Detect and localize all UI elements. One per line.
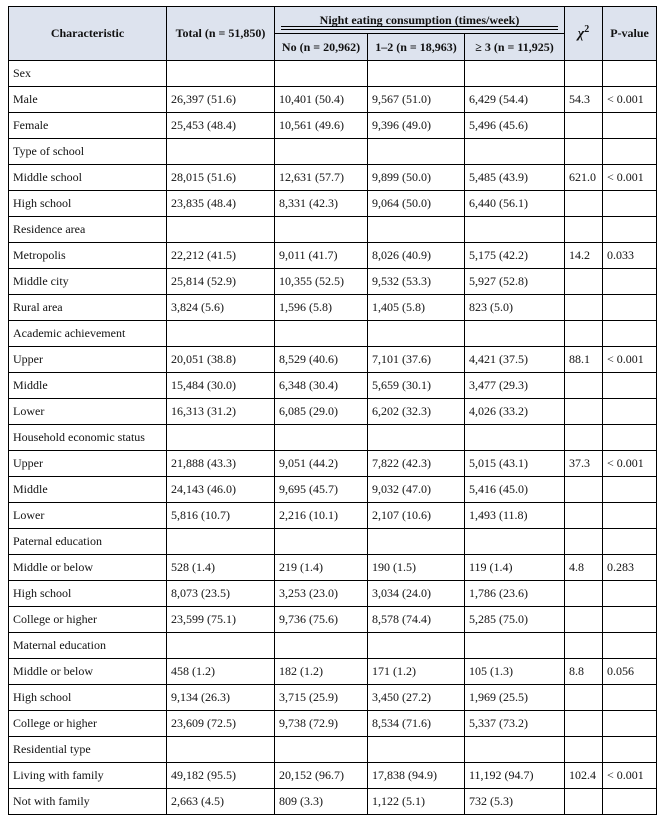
total-cell: 20,051 (38.8) [167,347,275,373]
chi-square-cell [565,711,603,737]
characteristic-cell: Household economic status [9,425,167,451]
no-cell: 6,085 (29.0) [275,399,368,425]
table-row [9,165,657,191]
chi-square-cell [565,633,603,659]
table-row [9,451,657,477]
chi-square-cell: 88.1 [565,347,603,373]
no-cell [275,737,368,763]
three-plus-cell [465,633,565,659]
three-plus-cell [465,139,565,165]
pvalue-cell [603,477,657,503]
characteristic-cell: Female [9,113,167,139]
table-row [9,425,657,451]
pvalue-cell: < 0.001 [603,451,657,477]
pvalue-cell [603,139,657,165]
table-row [9,295,657,321]
characteristic-cell: Residential type [9,737,167,763]
three-plus-cell: 5,416 (45.0) [465,477,565,503]
chi-square-cell [565,61,603,87]
total-cell: 21,888 (43.3) [167,451,275,477]
pvalue-cell [603,529,657,555]
pvalue-cell [603,503,657,529]
table-row [9,789,657,815]
characteristic-cell: Paternal education [9,529,167,555]
pvalue-header: P-value [603,7,657,61]
one-two-cell: 9,899 (50.0) [368,165,465,191]
no-cell [275,61,368,87]
total-cell: 8,073 (23.5) [167,581,275,607]
pvalue-cell: < 0.001 [603,87,657,113]
no-cell: 9,695 (45.7) [275,477,368,503]
total-cell [167,321,275,347]
one-two-cell: 171 (1.2) [368,659,465,685]
three-plus-cell [465,529,565,555]
table-row [9,685,657,711]
one-two-cell [368,217,465,243]
characteristic-cell: Living with family [9,763,167,789]
chi-symbol: χ [577,26,585,42]
no-cell: 3,715 (25.9) [275,685,368,711]
three-plus-cell: 5,337 (73.2) [465,711,565,737]
total-cell: 5,816 (10.7) [167,503,275,529]
characteristic-cell: Type of school [9,139,167,165]
three-plus-cell [465,217,565,243]
no-cell: 9,736 (75.6) [275,607,368,633]
header-double-rule [281,26,558,30]
one-two-cell: 3,450 (27.2) [368,685,465,711]
chi-square-cell [565,581,603,607]
total-cell [167,529,275,555]
table-row [9,763,657,789]
pvalue-cell [603,191,657,217]
no-cell: 12,631 (57.7) [275,165,368,191]
three-plus-cell: 1,493 (11.8) [465,503,565,529]
chi-square-cell [565,737,603,763]
pvalue-cell [603,295,657,321]
three-plus-cell: 4,421 (37.5) [465,347,565,373]
no-cell: 1,596 (5.8) [275,295,368,321]
no-cell: 3,253 (23.0) [275,581,368,607]
pvalue-cell: < 0.001 [603,347,657,373]
chi-square-cell: 54.3 [565,87,603,113]
chi-square-cell: 4.8 [565,555,603,581]
no-cell: 9,738 (72.9) [275,711,368,737]
three-plus-cell: 1,786 (23.6) [465,581,565,607]
one-two-cell: 8,578 (74.4) [368,607,465,633]
chi-square-cell: 621.0 [565,165,603,191]
pvalue-cell [603,269,657,295]
pvalue-cell [603,789,657,815]
one-two-cell: 1,122 (5.1) [368,789,465,815]
chi-square-cell [565,373,603,399]
three-plus-cell: 11,192 (94.7) [465,763,565,789]
no-cell: 10,401 (50.4) [275,87,368,113]
no-cell: 20,152 (96.7) [275,763,368,789]
no-header: No (n = 20,962) [275,34,368,61]
total-cell: 24,143 (46.0) [167,477,275,503]
table-row [9,61,657,87]
chi-square-cell [565,217,603,243]
characteristic-cell: Not with family [9,789,167,815]
table-row [9,607,657,633]
chi-square-cell [565,477,603,503]
chi-square-cell [565,685,603,711]
three-plus-cell: 3,477 (29.3) [465,373,565,399]
characteristic-cell: Lower [9,503,167,529]
one-two-cell [368,139,465,165]
table-row [9,711,657,737]
table-row [9,321,657,347]
three-plus-cell: 6,429 (54.4) [465,87,565,113]
no-cell: 6,348 (30.4) [275,373,368,399]
pvalue-cell [603,399,657,425]
pvalue-cell [603,685,657,711]
pvalue-cell [603,633,657,659]
one-two-cell [368,61,465,87]
three-plus-cell: 1,969 (25.5) [465,685,565,711]
characteristic-cell: Rural area [9,295,167,321]
three-plus-cell: 105 (1.3) [465,659,565,685]
pvalue-cell: < 0.001 [603,763,657,789]
pvalue-cell [603,61,657,87]
pvalue-cell: 0.033 [603,243,657,269]
table-row [9,139,657,165]
characteristic-cell: Male [9,87,167,113]
pvalue-cell [603,737,657,763]
chi-exponent: 2 [584,24,590,36]
characteristic-cell: Lower [9,399,167,425]
no-cell: 10,561 (49.6) [275,113,368,139]
one-two-cell: 190 (1.5) [368,555,465,581]
total-cell: 16,313 (31.2) [167,399,275,425]
total-cell [167,633,275,659]
no-cell: 9,051 (44.2) [275,451,368,477]
chi-square-cell [565,789,603,815]
characteristic-cell: Metropolis [9,243,167,269]
pvalue-cell [603,711,657,737]
night-eating-header-label: Night eating consumption (times/week) [319,12,520,27]
no-cell [275,139,368,165]
table-row [9,477,657,503]
one-two-cell [368,737,465,763]
characteristic-cell: Upper [9,347,167,373]
total-cell: 2,663 (4.5) [167,789,275,815]
characteristic-cell: Middle [9,477,167,503]
total-cell [167,737,275,763]
no-cell: 182 (1.2) [275,659,368,685]
no-cell: 809 (3.3) [275,789,368,815]
pvalue-cell [603,581,657,607]
total-cell: 458 (1.2) [167,659,275,685]
pvalue-cell [603,217,657,243]
table-row [9,191,657,217]
characteristic-cell: Residence area [9,217,167,243]
three-plus-cell: 5,485 (43.9) [465,165,565,191]
total-cell: 9,134 (26.3) [167,685,275,711]
chi-square-cell: 8.8 [565,659,603,685]
three-plus-cell: 732 (5.3) [465,789,565,815]
one-two-cell: 6,202 (32.3) [368,399,465,425]
characteristic-cell: High school [9,581,167,607]
table-row [9,659,657,685]
characteristic-cell: Sex [9,61,167,87]
characteristic-cell: Middle or below [9,555,167,581]
chi-square-cell [565,113,603,139]
one-two-cell: 9,532 (53.3) [368,269,465,295]
one-two-cell [368,633,465,659]
one-two-cell: 1,405 (5.8) [368,295,465,321]
total-cell: 23,609 (72.5) [167,711,275,737]
night-eating-header [275,7,565,34]
chi-square-cell [565,321,603,347]
no-cell [275,321,368,347]
three-plus-cell: 5,496 (45.6) [465,113,565,139]
three-plus-cell [465,737,565,763]
three-plus-cell [465,321,565,347]
total-cell: 25,814 (52.9) [167,269,275,295]
chi-square-cell [565,191,603,217]
total-cell: 23,599 (75.1) [167,607,275,633]
table-row [9,373,657,399]
chi-square-cell [565,503,603,529]
table-row [9,737,657,763]
no-cell: 9,011 (41.7) [275,243,368,269]
characteristic-cell: Middle [9,373,167,399]
table-row [9,87,657,113]
three-plus-cell: 5,175 (42.2) [465,243,565,269]
three-plus-cell: 5,285 (75.0) [465,607,565,633]
total-cell [167,217,275,243]
one-two-cell [368,529,465,555]
three-plus-cell: 119 (1.4) [465,555,565,581]
total-cell: 528 (1.4) [167,555,275,581]
chi-square-cell: 102.4 [565,763,603,789]
total-cell: 25,453 (48.4) [167,113,275,139]
table-row [9,347,657,373]
pvalue-cell [603,373,657,399]
table-row [9,269,657,295]
one-two-cell: 7,101 (37.6) [368,347,465,373]
one-two-cell: 7,822 (42.3) [368,451,465,477]
one-two-cell: 9,567 (51.0) [368,87,465,113]
chi-square-cell [565,139,603,165]
table-row [9,243,657,269]
no-cell: 10,355 (52.5) [275,269,368,295]
night-eating-table [8,6,657,815]
table-row [9,399,657,425]
one-two-cell [368,321,465,347]
table-row [9,633,657,659]
pvalue-cell [603,607,657,633]
three-plus-cell: 823 (5.0) [465,295,565,321]
pvalue-cell [603,113,657,139]
three-plus-cell [465,425,565,451]
table-row [9,529,657,555]
total-cell [167,425,275,451]
characteristic-cell: Academic achievement [9,321,167,347]
table-row [9,113,657,139]
chi-square-cell [565,607,603,633]
characteristic-cell: Middle or below [9,659,167,685]
table-body [9,61,657,815]
chi-square-cell [565,425,603,451]
one-two-cell: 9,064 (50.0) [368,191,465,217]
table-row [9,503,657,529]
three-plus-cell: 5,015 (43.1) [465,451,565,477]
no-cell [275,217,368,243]
pvalue-cell: 0.056 [603,659,657,685]
pvalue-cell [603,321,657,347]
no-cell: 8,331 (42.3) [275,191,368,217]
total-cell: 15,484 (30.0) [167,373,275,399]
no-cell: 2,216 (10.1) [275,503,368,529]
one-two-cell: 5,659 (30.1) [368,373,465,399]
no-cell: 219 (1.4) [275,555,368,581]
total-cell: 26,397 (51.6) [167,87,275,113]
total-cell: 3,824 (5.6) [167,295,275,321]
three-plus-cell: 6,440 (56.1) [465,191,565,217]
one-two-cell [368,425,465,451]
total-cell: 49,182 (95.5) [167,763,275,789]
total-cell [167,139,275,165]
chi-square-cell [565,529,603,555]
no-cell: 8,529 (40.6) [275,347,368,373]
one-two-header: 1–2 (n = 18,963) [368,34,465,61]
three-plus-cell: 5,927 (52.8) [465,269,565,295]
total-cell: 23,835 (48.4) [167,191,275,217]
no-cell [275,425,368,451]
one-two-cell: 3,034 (24.0) [368,581,465,607]
table-row [9,555,657,581]
chi-square-cell [565,295,603,321]
three-plus-cell [465,61,565,87]
table-row [9,581,657,607]
pvalue-cell [603,425,657,451]
characteristic-cell: Upper [9,451,167,477]
chi-square-header [565,7,603,61]
characteristic-cell: College or higher [9,711,167,737]
characteristic-header: Characteristic [9,7,167,61]
one-two-cell: 8,026 (40.9) [368,243,465,269]
one-two-cell: 9,032 (47.0) [368,477,465,503]
total-cell: 28,015 (51.6) [167,165,275,191]
pvalue-cell: < 0.001 [603,165,657,191]
characteristic-cell: College or higher [9,607,167,633]
characteristic-cell: Maternal education [9,633,167,659]
pvalue-cell: 0.283 [603,555,657,581]
one-two-cell: 2,107 (10.6) [368,503,465,529]
one-two-cell: 8,534 (71.6) [368,711,465,737]
total-header: Total (n = 51,850) [167,7,275,61]
characteristic-cell: Middle city [9,269,167,295]
total-cell: 22,212 (41.5) [167,243,275,269]
characteristic-cell: High school [9,685,167,711]
chi-square-cell: 14.2 [565,243,603,269]
three-plus-cell: 4,026 (33.2) [465,399,565,425]
one-two-cell: 17,838 (94.9) [368,763,465,789]
total-cell [167,61,275,87]
no-cell [275,529,368,555]
characteristic-cell: Middle school [9,165,167,191]
no-cell [275,633,368,659]
table-row [9,217,657,243]
three-plus-header: ≥ 3 (n = 11,925) [465,34,565,61]
table-header [9,7,657,61]
one-two-cell: 9,396 (49.0) [368,113,465,139]
characteristic-cell: High school [9,191,167,217]
chi-square-cell [565,269,603,295]
chi-square-cell: 37.3 [565,451,603,477]
chi-square-cell [565,399,603,425]
